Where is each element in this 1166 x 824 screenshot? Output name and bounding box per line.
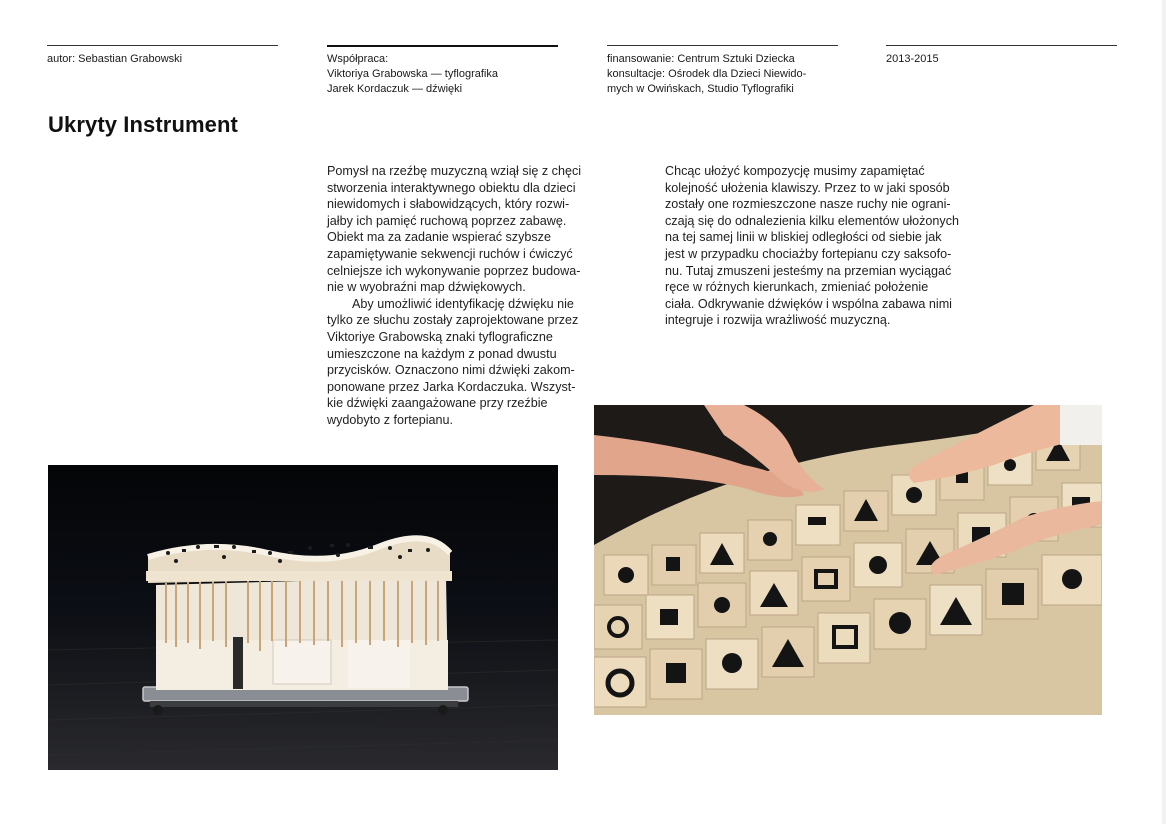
sculpture-illustration: [48, 465, 558, 770]
sculpture-photo: [48, 465, 558, 770]
project-years: 2013-2015: [886, 53, 939, 65]
tactile-keys-photo: [594, 405, 1102, 715]
text-line: zostały one rozmieszczone nasze ruchy nie ograni-: [665, 197, 951, 212]
text-line: ponowane przez Jarka Kordaczuka. Wszyst-: [327, 379, 576, 394]
meta-author-column: [47, 45, 278, 67]
keys-illustration: [594, 405, 1102, 715]
author-credit: autor: Sebastian Grabowski: [47, 53, 183, 65]
meta-cooperation-column: [327, 45, 558, 97]
text-line: celniejsze ich wykonywanie poprzez budowa-: [327, 263, 581, 278]
funding-credit: finansowanie: Centrum Sztuki Dziecka: [607, 53, 795, 65]
text-line: kie dźwięki zaangażowane przy rzeźbie: [327, 396, 548, 411]
text-line: wydobyto z fortepianu.: [327, 412, 454, 427]
text-line: kolejność ułożenia klawiszy. Przez to w jaki sposób: [665, 180, 950, 195]
text-line: tylko ze słuchu zostały zaprojektowane przez: [327, 313, 579, 328]
text-line: Aby umożliwić identyfikację dźwięku nie: [352, 296, 574, 311]
text-line: przycisków. Oznaczono nimi dźwięki zakom-: [327, 363, 575, 378]
text-line: niewidomych i słabowidzących, który rozwi-: [327, 197, 570, 212]
text-line: ciała. Odkrywanie dźwięków i wspólna zabawa nimi: [665, 296, 952, 311]
page-edge: [1162, 0, 1166, 824]
text-line: na tej samej linii w bliskiej odległości od siebie jak: [665, 230, 942, 245]
consultation-credit: konsultacje: Ośrodek dla Dzieci Niewido-: [607, 68, 807, 80]
text-line: integruje i rozwija wrażliwość muzyczną.: [665, 313, 891, 328]
body-column-2: [665, 163, 959, 329]
divider: [886, 45, 1117, 46]
cooperation-credit: Viktoriya Grabowska — tyflografika: [327, 68, 498, 80]
text-line: czają się do odnalezienia kilku elementów ułożonych: [665, 213, 960, 228]
cooperation-credit: Jarek Kordaczuk — dźwięki: [327, 83, 463, 95]
text-line: Pomysł na rzeźbę muzyczną wziął się z chęci: [327, 164, 582, 178]
text-line: Obiekt ma za zadanie wspierać szybsze: [327, 230, 551, 245]
text-line: umieszczone na każdym z ponad dwustu: [327, 346, 557, 361]
text-line: jałby ich pamięć ruchową poprzez zabawę.: [327, 213, 567, 228]
text-line: Chcąc ułożyć kompozycję musimy zapamiętać: [665, 164, 925, 178]
meta-funding-column: [607, 45, 838, 97]
cooperation-heading: Współpraca:: [327, 53, 389, 65]
text-line: stworzenia interaktywnego obiektu dla dzieci: [327, 180, 576, 195]
divider: [47, 45, 278, 46]
text-line: nu. Tutaj zmuszeni jesteśmy na przemian wyciągać: [665, 263, 952, 278]
divider: [327, 45, 558, 47]
text-line: zapamiętywanie sekwencji ruchów i ćwiczyć: [327, 246, 573, 261]
divider: [607, 45, 838, 46]
text-line: jest w przypadku chociażby fortepianu czy saksofo-: [665, 246, 952, 261]
body-column-1: [327, 163, 581, 429]
page-title: Ukryty Instrument: [48, 112, 238, 137]
meta-years-column: [886, 45, 1117, 67]
consultation-credit: mych w Owińskach, Studio Tyflografiki: [607, 83, 794, 95]
text-line: ręce w różnych kierunkach, zmieniać położenie: [665, 280, 929, 295]
text-line: Viktoriye Grabowską znaki tyflograficzne: [327, 329, 553, 344]
text-line: nie w wyobraźni map dźwiękowych.: [327, 280, 526, 295]
